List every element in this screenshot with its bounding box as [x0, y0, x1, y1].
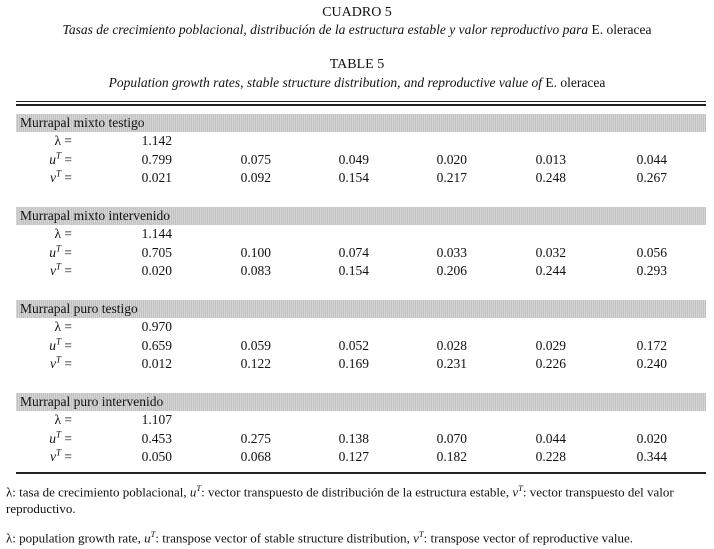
lambda-row [16, 318, 706, 337]
u-symbol: u [49, 151, 56, 167]
u-row [16, 244, 706, 263]
u-superscript: T [55, 150, 61, 160]
english-title [0, 75, 714, 91]
v-value: 0.068 [240, 449, 271, 464]
u-value: 0.138 [338, 430, 369, 446]
u-label [16, 430, 72, 449]
v-value: 0.182 [436, 449, 467, 464]
v-superscript: T [55, 261, 61, 272]
footnote-en-u: u [144, 530, 151, 546]
u-superscript: T [55, 336, 61, 346]
v-value: 0.231 [436, 356, 467, 371]
u-symbol: u [49, 430, 56, 446]
u-value: 0.059 [240, 337, 271, 353]
v-row [16, 355, 706, 374]
footnote-spanish [6, 480, 708, 517]
english-title-text: Population growth rates, stable structure distribution, and reproductive value of [108, 75, 543, 90]
v-value: 0.154 [338, 263, 369, 278]
v-value: 0.012 [141, 356, 172, 371]
v-equals: = [61, 449, 72, 464]
u-row [16, 430, 706, 449]
v-row [16, 169, 706, 188]
v-label [16, 448, 72, 467]
lambda-value: 1.144 [141, 226, 172, 241]
v-superscript: T [55, 447, 61, 458]
v-value: 0.217 [436, 170, 467, 185]
v-equals: = [61, 356, 72, 371]
lambda-label: λ = [54, 412, 72, 427]
lambda-label: λ = [54, 319, 72, 334]
lambda-value: 1.142 [141, 133, 172, 148]
u-value: 0.013 [535, 151, 566, 167]
u-equals: = [61, 337, 72, 353]
v-symbol: v [49, 449, 56, 464]
footnote-en-u-sup: T [150, 529, 156, 539]
u-value: 0.033 [436, 244, 467, 260]
v-value: 0.092 [240, 170, 271, 185]
footnote-en-u-desc: : transpose vector of stable structure distribution, [155, 530, 414, 546]
u-value: 0.020 [636, 430, 667, 446]
bottom-rule [16, 472, 706, 474]
top-rule-thick [16, 104, 706, 106]
v-equals: = [61, 263, 72, 278]
table-section [16, 207, 706, 281]
section-title: Murrapal mixto testigo [16, 114, 706, 132]
lambda-value: 1.107 [141, 412, 172, 427]
top-rule-thin [16, 101, 706, 102]
u-value: 0.049 [338, 151, 369, 167]
v-value: 0.344 [636, 449, 667, 464]
spanish-title-text: Tasas de crecimiento poblacional, distribución de la estructura estable y valor reproductivo para [62, 22, 589, 37]
u-value: 0.074 [338, 244, 369, 260]
lambda-value: 0.970 [141, 319, 172, 334]
footnote-en-v-sup: T [418, 529, 424, 539]
v-symbol: v [49, 170, 56, 185]
u-label [16, 151, 72, 170]
spanish-title [0, 22, 714, 38]
table-section [16, 300, 706, 374]
u-value: 0.020 [436, 151, 467, 167]
v-value: 0.244 [535, 263, 566, 278]
footnote-en-lambda: λ: population growth rate, [6, 530, 145, 546]
u-value: 0.453 [141, 430, 172, 446]
v-value: 0.293 [636, 263, 667, 278]
footnote-es-u: u [189, 484, 197, 500]
u-symbol: u [49, 244, 56, 260]
u-value: 0.075 [240, 151, 271, 167]
u-value: 0.029 [535, 337, 566, 353]
u-label [16, 244, 72, 263]
table-label: TABLE 5 [329, 57, 385, 72]
u-value: 0.052 [338, 337, 369, 353]
spanish-species: E. oleracea [591, 22, 652, 37]
footnote-es-lambda: λ: tasa de crecimiento poblacional, [6, 484, 190, 500]
u-row [16, 151, 706, 170]
v-value: 0.226 [535, 356, 566, 371]
footnote-en-v: v [413, 530, 419, 546]
u-value: 0.044 [535, 430, 566, 446]
table-section [16, 114, 706, 188]
v-row [16, 448, 706, 467]
v-symbol: v [49, 356, 56, 371]
u-superscript: T [55, 243, 61, 253]
u-symbol: u [49, 337, 56, 353]
v-value: 0.228 [535, 449, 566, 464]
v-value: 0.248 [535, 170, 566, 185]
footnote-english [6, 526, 708, 546]
lambda-row [16, 411, 706, 430]
u-equals: = [61, 430, 72, 446]
u-value: 0.172 [636, 337, 667, 353]
v-value: 0.020 [141, 263, 172, 278]
u-value: 0.032 [535, 244, 566, 260]
section-title: Murrapal mixto intervenido [16, 207, 706, 225]
v-value: 0.122 [240, 356, 271, 371]
u-value: 0.056 [636, 244, 667, 260]
section-title: Murrapal puro testigo [16, 300, 706, 318]
lambda-row [16, 225, 706, 244]
u-value: 0.659 [141, 337, 172, 353]
u-row [16, 337, 706, 356]
u-superscript: T [55, 429, 61, 439]
v-equals: = [61, 170, 72, 185]
v-value: 0.154 [338, 170, 369, 185]
v-value: 0.267 [636, 170, 667, 185]
lambda-label: λ = [54, 133, 72, 148]
u-value: 0.705 [141, 244, 172, 260]
v-symbol: v [49, 263, 56, 278]
lambda-label: λ = [54, 226, 72, 241]
footnote-es-v-desc: : vector transpuesto del valor reproductivo. [6, 484, 674, 517]
u-label [16, 337, 72, 356]
section-title: Murrapal puro intervenido [16, 393, 706, 411]
footnote-en-v-desc: : transpose vector of reproductive value. [423, 530, 633, 546]
u-value: 0.275 [240, 430, 271, 446]
v-value: 0.050 [141, 449, 172, 464]
v-value: 0.240 [636, 356, 667, 371]
v-value: 0.206 [436, 263, 467, 278]
v-label [16, 355, 72, 374]
v-value: 0.083 [240, 263, 271, 278]
lambda-row [16, 132, 706, 151]
v-row [16, 262, 706, 281]
u-value: 0.799 [141, 151, 172, 167]
u-value: 0.100 [240, 244, 271, 260]
v-superscript: T [55, 354, 61, 365]
u-value: 0.044 [636, 151, 667, 167]
u-equals: = [61, 151, 72, 167]
v-value: 0.021 [141, 170, 172, 185]
v-label [16, 262, 72, 281]
english-species: E. oleracea [545, 75, 606, 90]
u-equals: = [61, 244, 72, 260]
v-label [16, 169, 72, 188]
table-section [16, 393, 706, 467]
footnote-es-v-sup: T [518, 483, 523, 493]
v-superscript: T [55, 168, 61, 179]
footnote-es-u-desc: : vector transpuesto de distribución de la estructura estable, [201, 484, 513, 500]
footnote-es-v: v [512, 484, 519, 500]
v-value: 0.169 [338, 356, 369, 371]
u-value: 0.028 [436, 337, 467, 353]
cuadro-label: CUADRO 5 [322, 5, 392, 20]
v-value: 0.127 [338, 449, 369, 464]
u-value: 0.070 [436, 430, 467, 446]
footnote-es-u-sup: T [196, 483, 202, 493]
